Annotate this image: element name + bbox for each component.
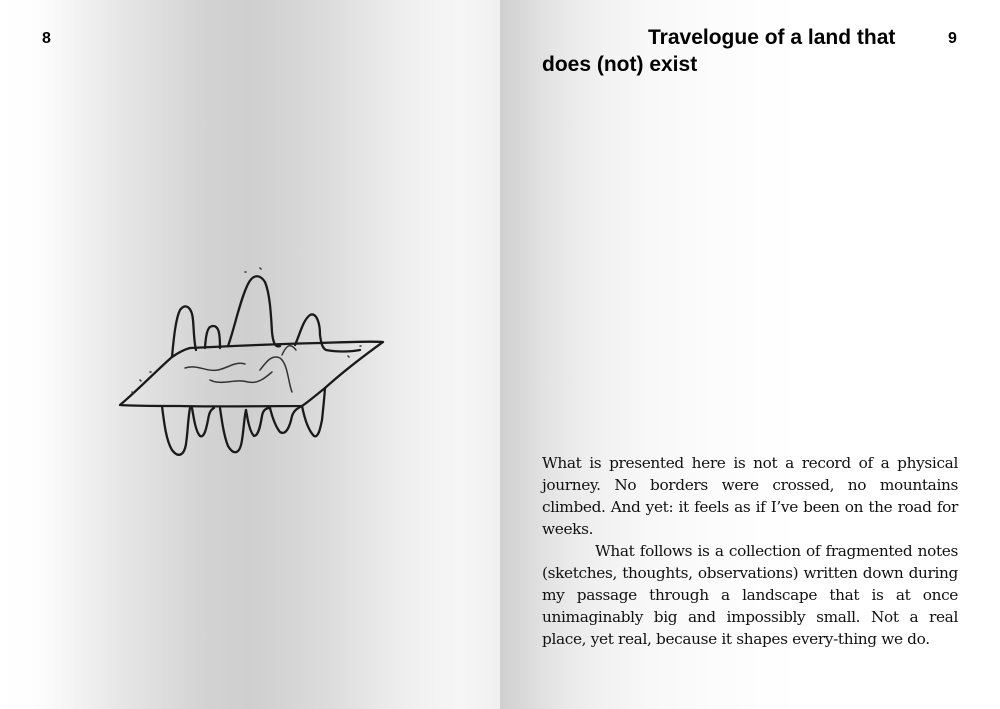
right-page [500, 0, 1000, 709]
landscape-sketch-illustration [110, 260, 395, 485]
body-text [542, 452, 958, 650]
page-number: 8 [42, 30, 51, 47]
page-number: 9 [948, 30, 957, 47]
paragraph-1: What is presented here is not a record of a physical journey. No borders were crossed, no mountains climbed. And yet: it feels as if I’ve been on the road for weeks. [542, 454, 958, 538]
paragraph-2: What follows is a collection of fragmented notes (sketches, thoughts, observations) written down during my passage through a landscape that is at once unimaginably big and impossibly small. Not a real place, yet real, because it shapes every-thing we do. [542, 542, 958, 648]
chapter-title: Travelogue of a land that does (not) exist [542, 26, 896, 76]
